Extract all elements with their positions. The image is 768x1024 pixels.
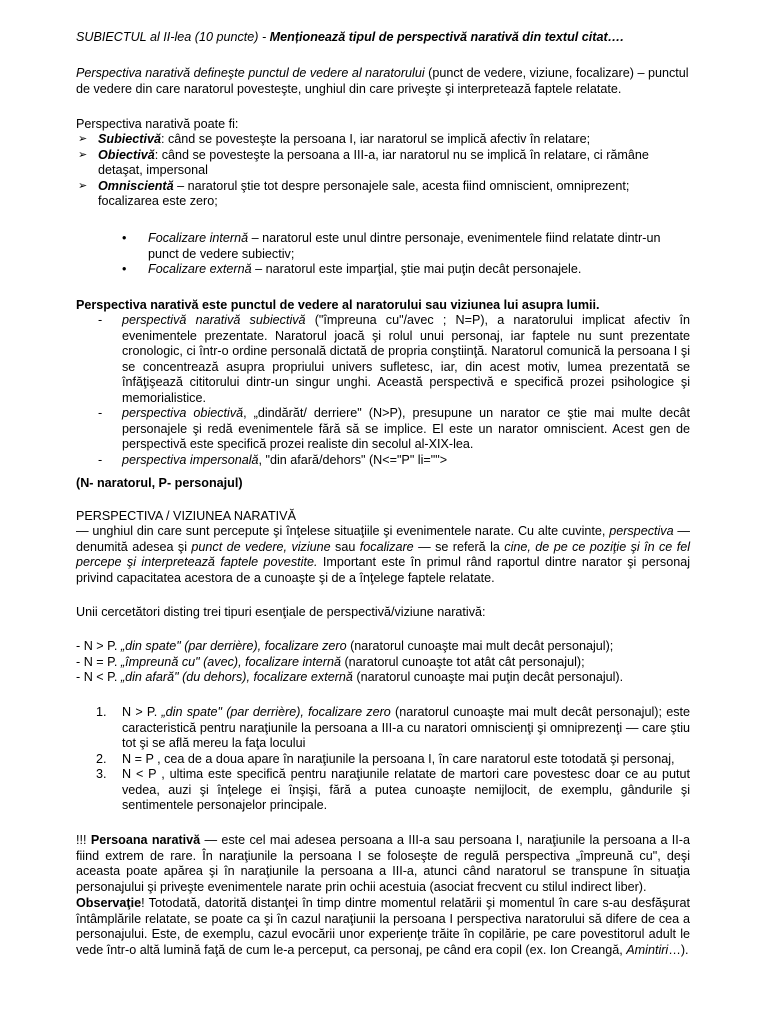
arrow-bullet-icon: ➢ (78, 148, 88, 161)
title-plain: SUBIECTUL al II-lea (10 puncte) - (76, 30, 270, 44)
focalization-list (76, 231, 690, 278)
narrative-person-paragraph: !!! Persoana narativă — este cel mai adesea persoana a III-a sau persoana I, naraţiunile la persoana a II-a fiind extrem de rare. În naraţiunile la persoana I se foloseşte de regulă perspectiva „împreună cu", deşi aceasta poate apărea şi în naraţiunile la persoana a III-a, atunci când naratorul se transpune în situaţia personajului şi priveşte evenimentele narate prin ochii acestuia (asociat frecvent cu stilul indirect liber). (76, 833, 691, 894)
section3-paragraph: — unghiul din care sunt percepute şi înţelese situaţiile şi evenimentele narate. Cu alte cuvinte, perspectiva — denumită adesea şi punct de vedere, viziune sau focalizare — se referă la cine, de pe ce poziţie şi în ce fel percepe şi interpretează faptele povestite. Important este în primul rând raportul dintre narator şi personaj privind capacitatea acestora de a cunoaşte şi de a înţelege faptele relatate. (76, 524, 691, 585)
types-intro: Perspectiva narativă poate fi: (76, 117, 239, 131)
types-list (76, 132, 690, 210)
list-item: 1. N > P. „din spate" (par derrière), focalizare zero (naratorul cunoaşte mai mult decât personajul); este caracteristică pentru naraţiunile la persoana a III-a cu naratori omniscienţi şi omniprezenţi — care ştiu tot şi se află mereu la faţa locului (96, 705, 690, 750)
bullet-icon: • (122, 231, 127, 245)
definition-paren: (punct de vedere, viziune, focalizare) (428, 66, 634, 80)
definition-paragraph (76, 66, 690, 97)
list-item: - N > P. „din spate" (par derrière), focalizare zero (naratorul cunoaşte mai mult decât personajul); (76, 639, 614, 653)
arrow-bullet-icon: ➢ (78, 179, 88, 192)
section2-heading: Perspectiva narativă este punctul de vedere al naratorului sau viziunea lui asupra lumii. (76, 298, 600, 312)
legend-note: (N- naratorul, P- personajul) (76, 476, 243, 490)
definition-rest: – punctul de vedere din care naratorul povesteşte, unghiul din care priveşte şi interpretează faptele relatate. (76, 66, 689, 96)
numbered-list (76, 705, 690, 814)
list-item: - perspectiva obiectivă, „dindărăt/ derriere" (N>P), presupune un narator ce ştie mai multe decât personajele şi redă evenimentele fără să se implice. El este un narator omniscient. Acest gen de perspectivă este specifică prozei realiste din secolul al-XIX-lea. (98, 406, 690, 451)
perspective-list (76, 313, 690, 468)
list-item: ➢ Obiectivă: când se povesteşte la persoana a III-a, iar naratorul nu se implică în relatare, ci rămâne detaşat, impersonal (78, 147, 649, 177)
list-item: 3. N < P , ultima este specifică pentru naraţiunile relatate de martori care povestesc doar ce au putut vedea, auzi şi înţelege ei înşişi, fără a putea cunoaşte nemijlocit, de exemplu, gândurile şi sentimentele personajelor principale. (96, 767, 690, 812)
list-item: ➢ Omniscientă – naratorul ştie tot despre personajele sale, acesta fiind omniscient, omniprezent; focalizarea este zero; (78, 178, 630, 208)
section3-intro: Unii cercetători disting trei tipuri esenţiale de perspectivă/viziune narativă: (76, 605, 486, 619)
definition-lead: Perspectiva narativă defineşte punctul de vedere al naratorului (76, 66, 425, 80)
list-item: - N < P. „din afară" (du dehors), focalizare externă (naratorul cunoaşte mai puţin decât personajul). (76, 670, 624, 684)
arrow-bullet-icon: ➢ (78, 133, 88, 145)
list-item: - perspectiva impersonală, "din afară/dehors" (N<="P" li=""> (98, 452, 448, 467)
exam-title (76, 30, 690, 46)
observation-paragraph: Observaţie! Totodată, datorită distanţei în timp dintre momentul relatării şi momentul în care s-au desfăşurat întâmplările relatate, se poate ca şi în cazul naraţiunii la persoana I perspectiva naratorului să difere de cea a personajului. Este, de exemplu, cazul evocării unor experienţe trăite în copilărie, pe care povestitorul adult le vede într-o altă lumină faţă de cum le-a perceput, ca personaj, pe când era copil (ex. Ion Creangă, Amintiri…). (76, 896, 690, 957)
list-item: - perspectivă narativă subiectivă ("împreuna cu"/avec ; N=P), a naratorului implicat afectiv în evenimentele prezentate. Naratorul joacă şi rolul unui personaj, iar faptele nu sunt prezentate cronologic, ci într-o ordine personală dictată de propria conştiinţă. Naratorul comunică la persoana I şi se concentrează asupra propriului univers sufletesc, iar, din acest motiv, lumea prezentată se înfăţişează cititorului dintr-un singur unghi. Această perspectivă e specifică prozei psihologice şi memorialistice. (98, 313, 690, 405)
title-bold: Menționează tipul de perspectivă narativă din textul citat…. (269, 30, 624, 44)
bullet-icon: • (122, 262, 127, 276)
list-item: • Focalizare externă – naratorul este imparţial, ştie mai puţin decât personajele. (122, 262, 582, 276)
list-item: - N = P. „împreună cu" (avec), focalizare internă (naratorul cunoaşte tot atât cât personajul); (76, 654, 585, 669)
list-item: ➢ Subiectivă: când se povesteşte la persoana I, iar naratorul se implică afectiv în relatare; (78, 132, 591, 146)
list-item: • Focalizare internă – naratorul este unul dintre personaje, evenimentele fiind relatate dintr-un punct de vedere subiectiv; (122, 231, 661, 261)
list-item: 2. N = P , cea de a doua apare în naraţiunile la persoana I, în care naratorul este totodată şi personaj, (96, 751, 675, 766)
relation-lines (76, 639, 690, 686)
section3-heading: PERSPECTIVA / VIZIUNEA NARATIVĂ (76, 509, 296, 523)
